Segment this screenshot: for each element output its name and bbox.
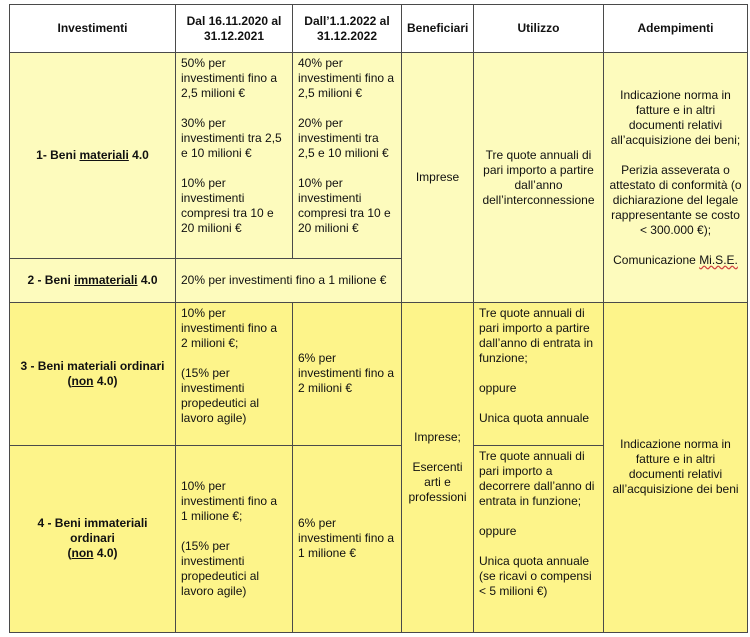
beneficiari-line: Imprese;: [414, 429, 461, 444]
rate-line: (15% per investimenti propedeutici al lavoro agile): [181, 538, 260, 598]
investment-table-wrapper: [9, 4, 747, 633]
rate-2020-immateriali-ordinari: [176, 445, 293, 632]
label-text: 2 - Beni: [27, 272, 75, 287]
label-beni-immateriali-ordinari: [10, 445, 176, 632]
row-beni-materiali-4-0: [10, 53, 748, 258]
label-underlined: non: [71, 546, 94, 561]
rate-line: 10% per investimenti fino a 2 milioni €;: [181, 305, 278, 350]
rate-immateriali-4-0: 20% per investimenti fino a 1 milione €: [176, 258, 402, 302]
header-period-2022: Dall’1.1.2022 al 31.12.2022: [293, 5, 402, 53]
adempimenti-line: Perizia asseverata o attestato di conformità (o dichiarazione del legale rappresentante se costo < 300.000 €);: [609, 162, 742, 237]
rate-line: 50% per investimenti fino a 2,5 milioni €: [181, 56, 278, 101]
utilizzo-line: Tre quote annuali di pari importo a partire dall’anno di entrata in funzione;: [479, 305, 594, 365]
utilizzo-materiali-ordinari: [474, 302, 604, 445]
beneficiari-line: Esercenti arti e professioni: [408, 459, 467, 504]
adempimenti-text: Comunicazione: [613, 252, 700, 267]
label-underlined: immateriali: [74, 272, 138, 287]
investment-table: [9, 4, 748, 633]
rate-2020-materiali-4-0: [176, 53, 293, 258]
rate-line: 20% per investimenti tra 2,5 e 10 milioni €: [298, 116, 389, 161]
mise-text: Mi.S.E.: [699, 252, 738, 267]
label-text: 4.0): [93, 373, 118, 388]
rate-line: 10% per investimenti compresi tra 10 e 20 milioni €: [298, 176, 391, 236]
rate-2022-materiali-ordinari: 6% per investimenti fino a 2 milioni €: [293, 302, 402, 445]
header-period-2020: Dal 16.11.2020 al 31.12.2021: [176, 5, 293, 53]
beneficiari-ordinari: [402, 302, 474, 632]
utilizzo-line: oppure: [479, 380, 517, 395]
label-text: (: [67, 546, 72, 561]
rate-line: 10% per investimenti fino a 1 milione €;: [181, 478, 278, 523]
utilizzo-immateriali-ordinari: [474, 445, 604, 632]
label-text: 3 - Beni materiali ordinari: [20, 358, 165, 373]
row-beni-materiali-ordinari: [10, 302, 748, 445]
header-row: [10, 5, 748, 53]
header-investimenti: Investimenti: [10, 5, 176, 53]
beneficiari-imprese-4-0: Imprese: [402, 53, 474, 303]
adempimenti-4-0: [604, 53, 748, 303]
rate-line: 10% per investimenti compresi tra 10 e 20 milioni €: [181, 176, 274, 236]
rate-2022-immateriali-ordinari: 6% per investimenti fino a 1 milione €: [293, 445, 402, 632]
adempimenti-line: Indicazione norma in fatture e in altri documenti relativi all’acquisizione dei beni;: [610, 87, 741, 147]
label-text: 4.0: [137, 272, 158, 287]
header-utilizzo: Utilizzo: [474, 5, 604, 53]
adempimenti-line: [608, 253, 743, 268]
label-text: 4.0: [128, 147, 149, 162]
utilizzo-line: oppure: [479, 523, 517, 538]
label-text: (: [67, 373, 72, 388]
label-beni-materiali-4-0: [10, 53, 176, 258]
rate-2022-materiali-4-0: [293, 53, 402, 258]
utilizzo-line: Unica quota annuale (se ricavi o compensi < 5 milioni €): [479, 553, 592, 598]
rate-line: (15% per investimenti propedeutici al lavoro agile): [181, 365, 260, 425]
label-beni-immateriali-4-0: [10, 258, 176, 302]
rate-line: 40% per investimenti fino a 2,5 milioni €: [298, 56, 395, 101]
label-text: 4 - Beni immateriali ordinari: [37, 516, 148, 546]
rate-2020-materiali-ordinari: [176, 302, 293, 445]
label-underlined: non: [71, 373, 94, 388]
utilizzo-line: Tre quote annuali di pari importo a decorrere dall’anno di entrata in funzione;: [479, 448, 595, 508]
label-underlined: materiali: [79, 147, 129, 162]
rate-line: 30% per investimenti tra 2,5 e 10 milioni €: [181, 116, 282, 161]
label-beni-materiali-ordinari: [10, 302, 176, 445]
label-text: 1- Beni: [36, 147, 80, 162]
utilizzo-line: Unica quota annuale: [479, 410, 590, 425]
label-text: 4.0): [93, 546, 118, 561]
header-beneficiari: Beneficiari: [402, 5, 474, 53]
utilizzo-4-0: Tre quote annuali di pari importo a partire dall’anno dell’interconnessione: [474, 53, 604, 303]
adempimenti-ordinari: Indicazione norma in fatture e in altri documenti relativi all’acquisizione dei beni: [604, 302, 748, 632]
header-adempimenti: Adempimenti: [604, 5, 748, 53]
